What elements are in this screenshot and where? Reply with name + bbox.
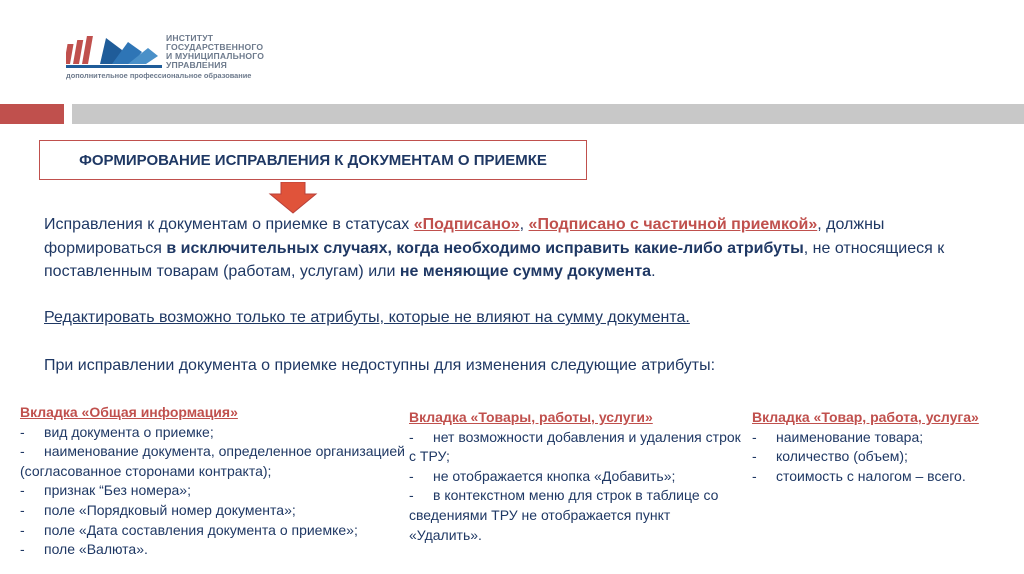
list-item: - количество (объем); bbox=[752, 448, 908, 465]
header-band-gray bbox=[72, 104, 1024, 124]
column-title: Вкладка «Товары, работы, услуги» bbox=[409, 409, 653, 425]
list-item: - наименование товара; bbox=[752, 428, 924, 445]
column-general-info bbox=[20, 403, 415, 560]
logo-institute-name: ИНСТИТУТ ГОСУДАРСТВЕННОГО И МУНИЦИПАЛЬНОГО УПРАВЛЕНИЯ bbox=[166, 33, 265, 70]
column-goods-works-services bbox=[409, 408, 744, 545]
column-title: Вкладка «Товар, работа, услуга» bbox=[752, 409, 979, 425]
column-title: Вкладка «Общая информация» bbox=[20, 404, 238, 420]
paragraph-editable-attributes: Редактировать возможно только те атрибуты, которые не влияют на сумму документа. bbox=[44, 309, 690, 326]
status-signed-partial: «Подписано с частичной приемкой» bbox=[528, 216, 818, 233]
list-item: - наименование документа, определенное организацией (согласованное сторонами контракта); bbox=[20, 443, 405, 479]
list-item: - нет возможности добавления и удаления строк с ТРУ; bbox=[409, 428, 741, 465]
list-item: - поле «Валюта». bbox=[20, 541, 148, 558]
down-arrow-icon bbox=[268, 182, 318, 214]
list-item: - стоимость с налогом – всего. bbox=[752, 467, 966, 484]
logo-subtitle: дополнительное профессиональное образование bbox=[66, 71, 252, 80]
paragraph-corrections-rules: Исправления к документам о приемке в статусах «Подписано», «Подписано с частичной приемкой», должны формироваться в исключительных случаях, когда необходимо исправить какие-либо атрибуты, не относящиеся к поставленным товарам (работам, услугам) или не меняющие сумму документа. bbox=[44, 216, 945, 280]
list-item: - вид документа о приемке; bbox=[20, 423, 214, 440]
list-item: - признак “Без номера»; bbox=[20, 482, 191, 499]
paragraph-locked-attributes: При исправлении документа о приемке недоступны для изменения следующие атрибуты: bbox=[44, 357, 716, 374]
status-signed: «Подписано» bbox=[413, 216, 520, 233]
list-item: - поле «Дата составления документа о приемке»; bbox=[20, 521, 358, 538]
list-item: - не отображается кнопка «Добавить»; bbox=[409, 467, 676, 484]
list-item: - поле «Порядковый номер документа»; bbox=[20, 501, 296, 518]
header-band-red bbox=[0, 104, 64, 124]
list-item: - в контекстном меню для строк в таблице со сведениями ТРУ не отображается пункт «Удалить». bbox=[409, 487, 719, 543]
column-product-work-service bbox=[752, 408, 1012, 486]
slide-title: ФОРМИРОВАНИЕ ИСПРАВЛЕНИЯ К ДОКУМЕНТАМ О ПРИЕМКЕ bbox=[39, 140, 587, 180]
